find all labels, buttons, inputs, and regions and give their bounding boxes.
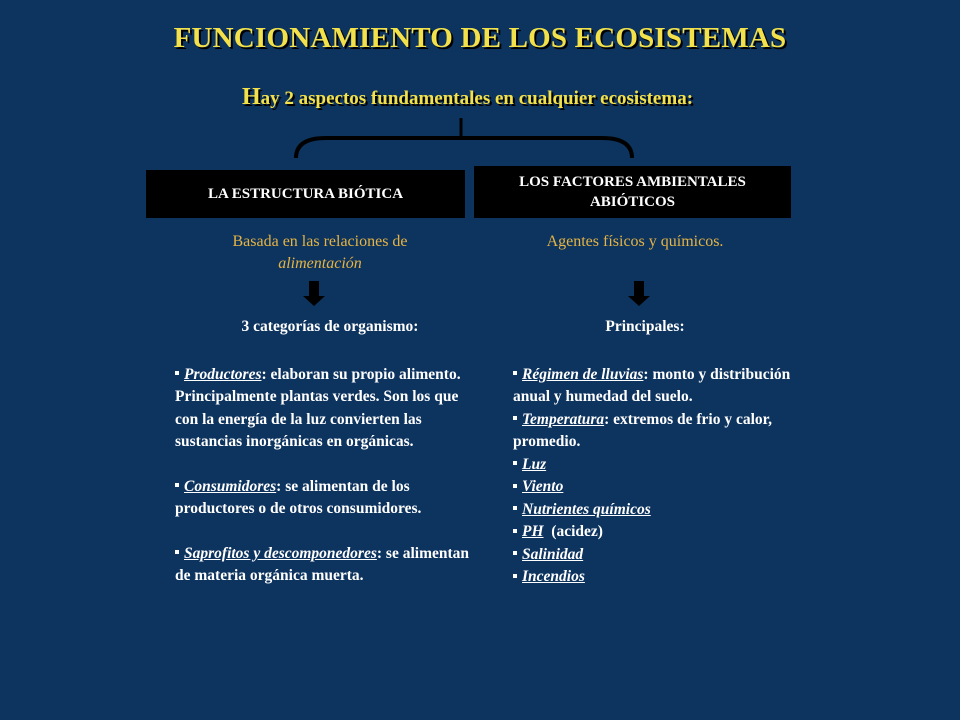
- biotic-note-line2: alimentación: [278, 254, 362, 272]
- arrow-down-right-icon: [628, 281, 650, 306]
- biotic-note-line1: Basada en las relaciones de: [232, 233, 408, 250]
- bullet-icon: [513, 551, 517, 555]
- bullet-icon: [175, 483, 179, 487]
- bullet-icon: [513, 461, 517, 465]
- bullet-icon: [513, 529, 517, 533]
- abiotic-factors-label-line2: ABIÓTICOS: [589, 194, 675, 210]
- list-item: Consumidores: se alimentan de los productores o de otros consumidores.: [175, 477, 422, 518]
- list-item: Incendios: [513, 566, 803, 588]
- page-title: FUNCIONAMIENTO DE LOS ECOSISTEMAS: [173, 22, 787, 54]
- arrow-down-left-icon: [303, 281, 325, 306]
- bullet-icon: [175, 550, 179, 554]
- list-item: Viento: [513, 476, 803, 498]
- organism-categories-list: [175, 364, 475, 588]
- bullet-icon: [513, 371, 517, 375]
- main-factors-heading: Principales:: [605, 318, 685, 335]
- abiotic-factors-label-line1: LOS FACTORES AMBIENTALES: [519, 173, 746, 190]
- bullet-icon: [513, 506, 517, 510]
- abiotic-note: Agentes físicos y químicos.: [546, 233, 724, 250]
- bullet-icon: [175, 371, 179, 375]
- list-item: Nutrientes químicos: [513, 499, 803, 521]
- bullet-icon: [513, 484, 517, 488]
- subtitle-text: ay 2 aspectos fundamentales en cualquier ecosistema:: [260, 88, 694, 109]
- biotic-note: [180, 231, 460, 274]
- biotic-structure-box: [146, 170, 465, 218]
- list-item: Temperatura: extremos de frio y calor, promedio.: [513, 410, 772, 451]
- list-item: PH (acidez): [513, 521, 803, 543]
- abiotic-factors-list: [513, 364, 803, 589]
- organism-categories-heading: 3 categorías de organismo:: [241, 318, 419, 335]
- list-item: Salinidad: [513, 544, 803, 566]
- bullet-icon: [513, 416, 517, 420]
- subtitle-initial: H: [241, 84, 261, 110]
- list-item: Productores: elaboran su propio alimento. Principalmente plantas verdes. Son los que con la energía de la luz convierten las sustancias inorgánicas en orgánicas.: [175, 366, 461, 451]
- bullet-icon: [513, 574, 517, 578]
- biotic-structure-label: LA ESTRUCTURA BIÓTICA: [207, 185, 404, 202]
- list-item: Régimen de lluvias: monto y distribución anual y humedad del suelo.: [513, 366, 791, 406]
- list-item: Luz: [513, 454, 803, 476]
- abiotic-factors-box: [474, 166, 791, 218]
- list-item: Saprofitos y descomponedores: se alimentan de materia orgánica muerta.: [175, 544, 470, 585]
